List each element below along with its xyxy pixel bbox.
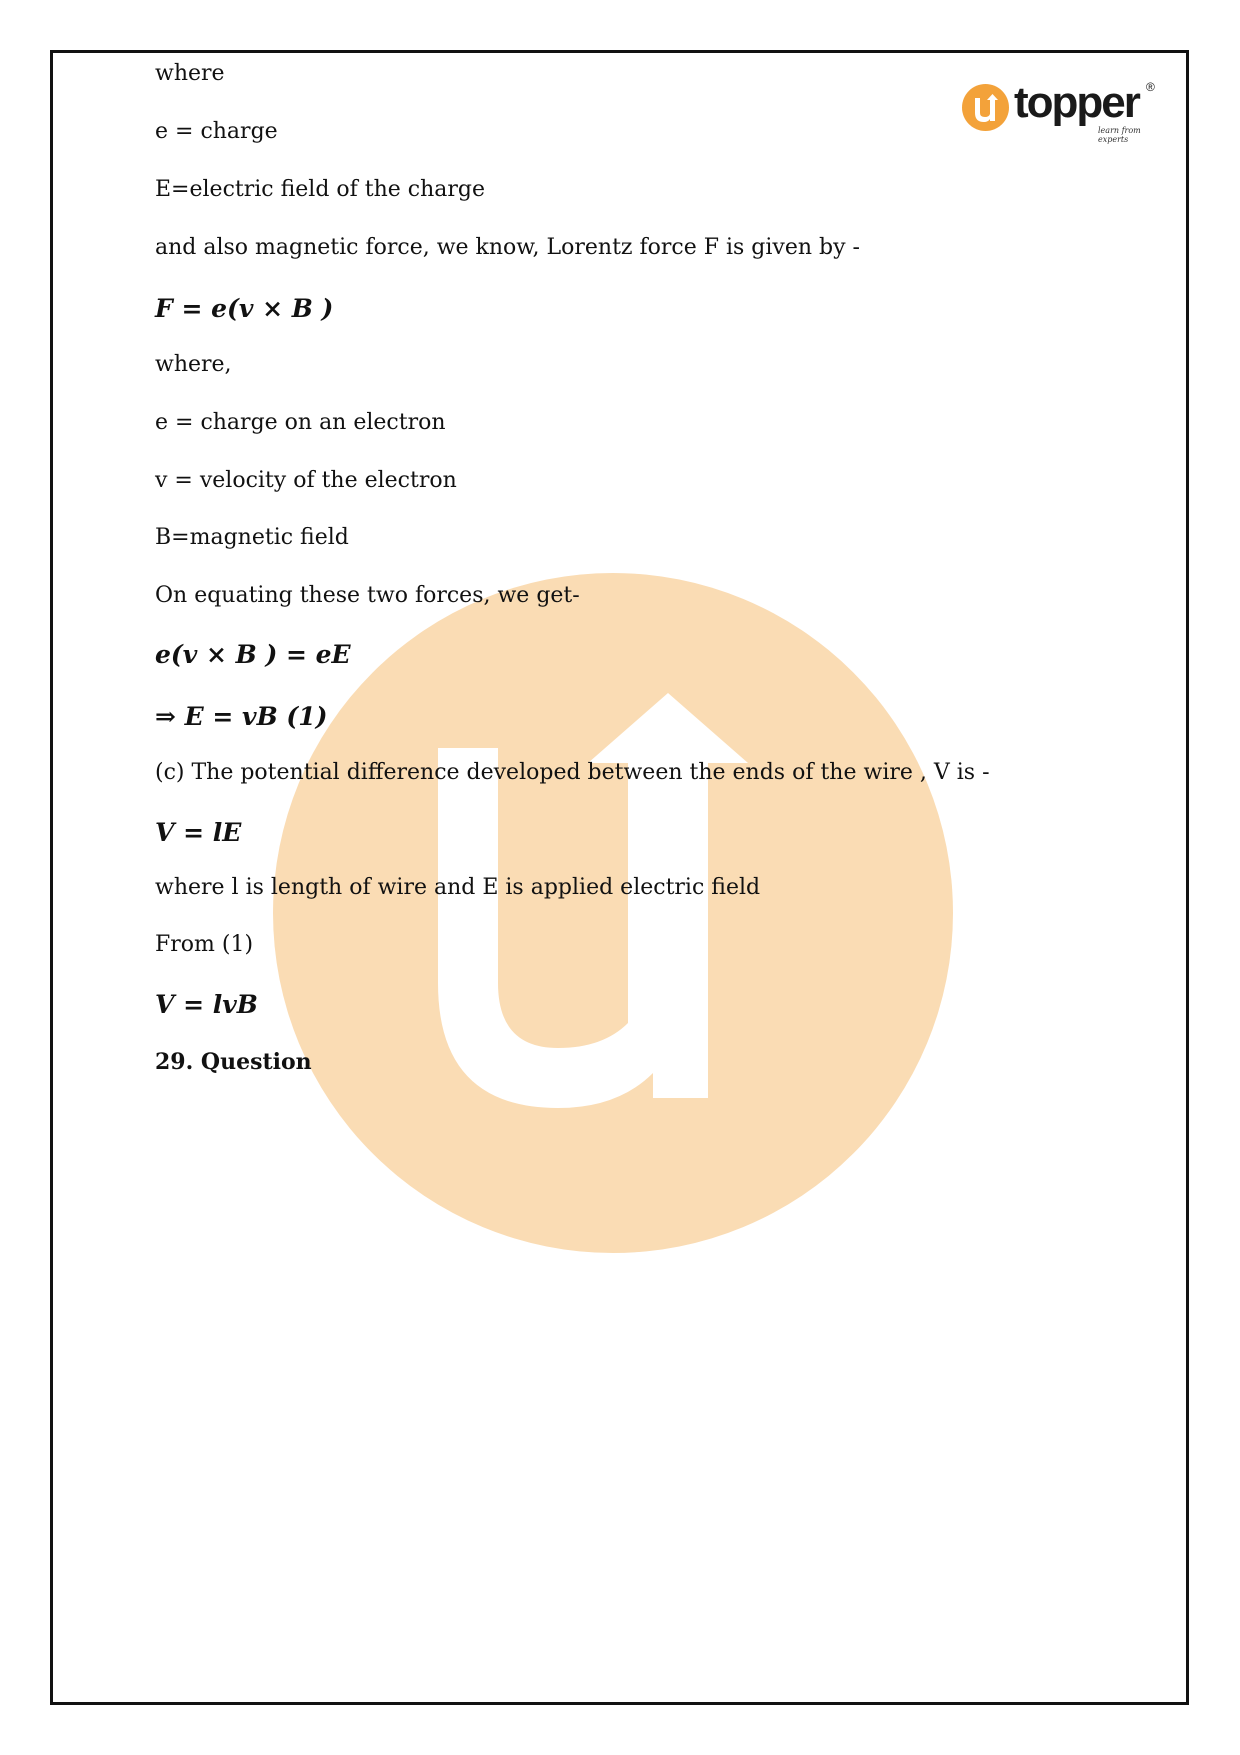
equation-v-lvb: V = lvB <box>155 990 258 1019</box>
equation-lorentz-force: F = e(v × B ) <box>155 294 334 323</box>
text-line: v = velocity of the electron <box>155 468 457 493</box>
equation-force-balance: e(v × B ) = eE <box>155 640 351 669</box>
text-line: e = charge <box>155 119 278 144</box>
text-line: (c) The potential difference developed between the ends of the wire , V is - <box>155 760 990 785</box>
text-line: where <box>155 61 225 86</box>
logo-circle <box>962 84 1009 131</box>
text-line: On equating these two forces, we get- <box>155 583 580 608</box>
text-line: where l is length of wire and E is applied electric field <box>155 875 761 900</box>
watermark-logo <box>273 573 953 1253</box>
logo-wordmark: topper <box>1014 78 1139 127</box>
watermark-circle <box>273 573 953 1253</box>
text-line: where, <box>155 352 232 377</box>
equation-e-vb: ⇒ E = vB (1) <box>155 702 328 731</box>
logo-registered-mark: ® <box>1146 80 1155 94</box>
logo-tagline: learn from experts <box>1098 126 1141 144</box>
text-line: B=magnetic field <box>155 525 349 550</box>
question-heading: 29. Question <box>155 1049 312 1075</box>
text-line: and also magnetic force, we know, Lorentz force F is given by - <box>155 235 860 260</box>
topper-logo <box>962 80 1162 142</box>
text-line: E=electric field of the charge <box>155 177 486 202</box>
text-line: e = charge on an electron <box>155 410 446 435</box>
logo-u-icon <box>962 84 1009 131</box>
text-line: From (1) <box>155 932 254 957</box>
equation-v-le: V = lE <box>155 818 242 847</box>
